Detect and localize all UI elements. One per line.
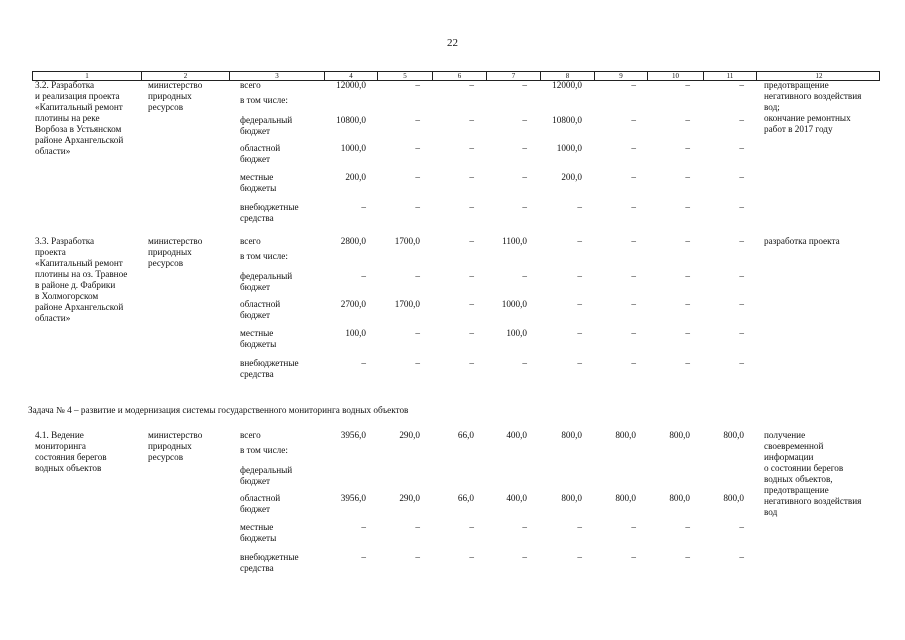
- funding-source-label: областной бюджет: [240, 493, 281, 514]
- amount-cell: 66,0: [457, 430, 474, 440]
- amount-cell: –: [469, 271, 474, 281]
- funding-source-label: областной бюджет: [240, 299, 281, 320]
- funding-row: [32, 358, 880, 386]
- amount-cell: 800,0: [723, 493, 744, 503]
- amount-cell: –: [631, 552, 636, 562]
- amount-cell: –: [739, 115, 744, 125]
- header-col-2: 2: [141, 72, 229, 80]
- funding-row: [32, 522, 880, 550]
- task-heading: Задача № 4 – развитие и модернизация системы государственного мониторинга водных объектов: [28, 405, 409, 415]
- expected-result: получение своевременной информации о состоянии берегов водных объектов, предотвращение негативного воздействия вод: [764, 430, 862, 517]
- amount-cell: –: [631, 522, 636, 532]
- amount-cell: –: [415, 172, 420, 182]
- amount-cell: –: [522, 271, 527, 281]
- funding-row: [32, 328, 880, 356]
- amount-cell: 66,0: [457, 493, 474, 503]
- amount-cell: –: [577, 552, 582, 562]
- amount-cell: –: [415, 271, 420, 281]
- amount-cell: 800,0: [615, 430, 636, 440]
- amount-cell: –: [685, 328, 690, 338]
- funding-source-label: всего: [240, 236, 261, 246]
- amount-cell: –: [469, 358, 474, 368]
- amount-cell: –: [685, 80, 690, 90]
- amount-cell: –: [415, 202, 420, 212]
- amount-cell: –: [415, 80, 420, 90]
- executor: министерство природных ресурсов: [148, 430, 203, 462]
- amount-cell: –: [685, 236, 690, 246]
- amount-cell: –: [469, 522, 474, 532]
- funding-source-label: всего: [240, 430, 261, 440]
- amount-cell: –: [631, 271, 636, 281]
- amount-cell: 800,0: [561, 493, 582, 503]
- amount-cell: –: [522, 143, 527, 153]
- amount-cell: –: [739, 172, 744, 182]
- amount-cell: –: [685, 271, 690, 281]
- amount-cell: 800,0: [669, 430, 690, 440]
- funding-source-label: местные бюджеты: [240, 172, 277, 193]
- amount-cell: –: [522, 522, 527, 532]
- header-col-4: 4: [324, 72, 377, 80]
- amount-cell: –: [631, 236, 636, 246]
- amount-cell: –: [361, 522, 366, 532]
- amount-cell: –: [469, 143, 474, 153]
- amount-cell: –: [685, 358, 690, 368]
- amount-cell: 12000,0: [552, 80, 582, 90]
- amount-cell: –: [415, 143, 420, 153]
- funding-source-label: областной бюджет: [240, 143, 281, 164]
- header-col-7: 7: [486, 72, 540, 80]
- amount-cell: –: [522, 552, 527, 562]
- funding-row: [32, 299, 880, 327]
- amount-cell: 10800,0: [552, 115, 582, 125]
- funding-row: [32, 493, 880, 521]
- header-col-9: 9: [594, 72, 647, 80]
- amount-cell: 100,0: [506, 328, 527, 338]
- amount-cell: 1000,0: [556, 143, 582, 153]
- amount-cell: –: [361, 271, 366, 281]
- expected-result: предотвращение негативного воздействия вод; окончание ремонтных работ в 2017 году: [764, 80, 862, 134]
- funding-source-label: федеральный бюджет: [240, 465, 293, 486]
- funding-row: [32, 271, 880, 299]
- amount-cell: 800,0: [723, 430, 744, 440]
- amount-cell: –: [577, 328, 582, 338]
- amount-cell: 290,0: [399, 430, 420, 440]
- amount-cell: 1100,0: [502, 236, 527, 246]
- amount-cell: –: [739, 80, 744, 90]
- amount-cell: –: [577, 299, 582, 309]
- amount-cell: 1000,0: [340, 143, 366, 153]
- amount-cell: 1700,0: [394, 236, 420, 246]
- amount-cell: 10800,0: [336, 115, 366, 125]
- amount-cell: –: [631, 172, 636, 182]
- amount-cell: –: [685, 299, 690, 309]
- executor: министерство природных ресурсов: [148, 236, 203, 268]
- funding-row: [32, 202, 880, 230]
- amount-cell: 1700,0: [394, 299, 420, 309]
- amount-cell: –: [739, 328, 744, 338]
- amount-cell: –: [739, 143, 744, 153]
- funding-source-label: всего: [240, 80, 261, 90]
- amount-cell: 2800,0: [340, 236, 366, 246]
- amount-cell: –: [469, 80, 474, 90]
- amount-cell: –: [415, 115, 420, 125]
- header-col-11: 11: [703, 72, 756, 80]
- amount-cell: –: [631, 328, 636, 338]
- amount-cell: 290,0: [399, 493, 420, 503]
- amount-cell: –: [361, 202, 366, 212]
- amount-cell: –: [469, 202, 474, 212]
- amount-cell: –: [631, 202, 636, 212]
- funding-source-label: внебюджетные средства: [240, 552, 299, 573]
- amount-cell: 2700,0: [340, 299, 366, 309]
- amount-cell: 800,0: [615, 493, 636, 503]
- amount-cell: –: [522, 202, 527, 212]
- amount-cell: –: [631, 143, 636, 153]
- amount-cell: –: [469, 172, 474, 182]
- funding-source-label: местные бюджеты: [240, 328, 277, 349]
- amount-cell: –: [739, 271, 744, 281]
- amount-cell: –: [469, 115, 474, 125]
- amount-cell: 100,0: [345, 328, 366, 338]
- amount-cell: –: [415, 522, 420, 532]
- funding-row: [32, 465, 880, 493]
- amount-cell: –: [469, 552, 474, 562]
- header-col-10: 10: [647, 72, 703, 80]
- funding-source-label: в том числе:: [240, 445, 288, 455]
- amount-cell: –: [631, 115, 636, 125]
- amount-cell: –: [685, 522, 690, 532]
- header-col-3: 3: [229, 72, 324, 80]
- funding-source-label: федеральный бюджет: [240, 115, 293, 136]
- amount-cell: –: [577, 522, 582, 532]
- amount-cell: –: [522, 358, 527, 368]
- header-col-1: 1: [85, 72, 89, 80]
- amount-cell: –: [631, 299, 636, 309]
- amount-cell: 12000,0: [336, 80, 366, 90]
- amount-cell: 3956,0: [340, 430, 366, 440]
- funding-source-label: внебюджетные средства: [240, 202, 299, 223]
- amount-cell: 400,0: [506, 430, 527, 440]
- amount-cell: 3956,0: [340, 493, 366, 503]
- amount-cell: –: [469, 299, 474, 309]
- amount-cell: –: [631, 80, 636, 90]
- activity-name: 3.2. Разработка и реализация проекта «Капитальный ремонт плотины на реке Ворбоза в Устьянском районе Архангельской области»: [35, 80, 124, 156]
- header-col-8: 8: [540, 72, 594, 80]
- funding-row: [32, 115, 880, 143]
- amount-cell: –: [631, 358, 636, 368]
- header-col-12: 12: [756, 72, 881, 80]
- amount-cell: –: [522, 80, 527, 90]
- amount-cell: –: [469, 328, 474, 338]
- funding-row: [32, 172, 880, 200]
- amount-cell: –: [685, 143, 690, 153]
- amount-cell: –: [577, 271, 582, 281]
- funding-source-label: федеральный бюджет: [240, 271, 293, 292]
- amount-cell: 1000,0: [501, 299, 527, 309]
- header-col-5: 5: [377, 72, 432, 80]
- amount-cell: –: [739, 202, 744, 212]
- amount-cell: 800,0: [561, 430, 582, 440]
- amount-cell: –: [685, 552, 690, 562]
- amount-cell: –: [577, 202, 582, 212]
- amount-cell: 400,0: [506, 493, 527, 503]
- amount-cell: –: [685, 115, 690, 125]
- amount-cell: –: [739, 299, 744, 309]
- amount-cell: –: [522, 172, 527, 182]
- amount-cell: –: [739, 522, 744, 532]
- amount-cell: –: [739, 236, 744, 246]
- amount-cell: –: [415, 552, 420, 562]
- expected-result: разработка проекта: [764, 236, 840, 246]
- amount-cell: –: [361, 358, 366, 368]
- funding-source-label: местные бюджеты: [240, 522, 277, 543]
- activity-name: 4.1. Ведение мониторинга состояния берегов водных объектов: [35, 430, 107, 473]
- funding-row: [32, 143, 880, 171]
- amount-cell: –: [361, 552, 366, 562]
- page-number: 22: [447, 37, 458, 49]
- amount-cell: –: [739, 552, 744, 562]
- amount-cell: –: [577, 358, 582, 368]
- funding-source-label: в том числе:: [240, 251, 288, 261]
- funding-source-label: внебюджетные средства: [240, 358, 299, 379]
- amount-cell: –: [415, 328, 420, 338]
- amount-cell: –: [685, 172, 690, 182]
- amount-cell: –: [739, 358, 744, 368]
- amount-cell: –: [577, 236, 582, 246]
- amount-cell: –: [685, 202, 690, 212]
- header-col-6: 6: [432, 72, 486, 80]
- amount-cell: –: [522, 115, 527, 125]
- amount-cell: 800,0: [669, 493, 690, 503]
- amount-cell: 200,0: [561, 172, 582, 182]
- amount-cell: 200,0: [345, 172, 366, 182]
- activity-name: 3.3. Разработка проекта «Капитальный ремонт плотины на оз. Травное в районе д. Фабрики в Холмогорском районе Архангельской области»: [35, 236, 128, 323]
- amount-cell: –: [469, 236, 474, 246]
- funding-source-label: в том числе:: [240, 95, 288, 105]
- executor: министерство природных ресурсов: [148, 80, 203, 112]
- funding-row: [32, 552, 880, 580]
- amount-cell: –: [415, 358, 420, 368]
